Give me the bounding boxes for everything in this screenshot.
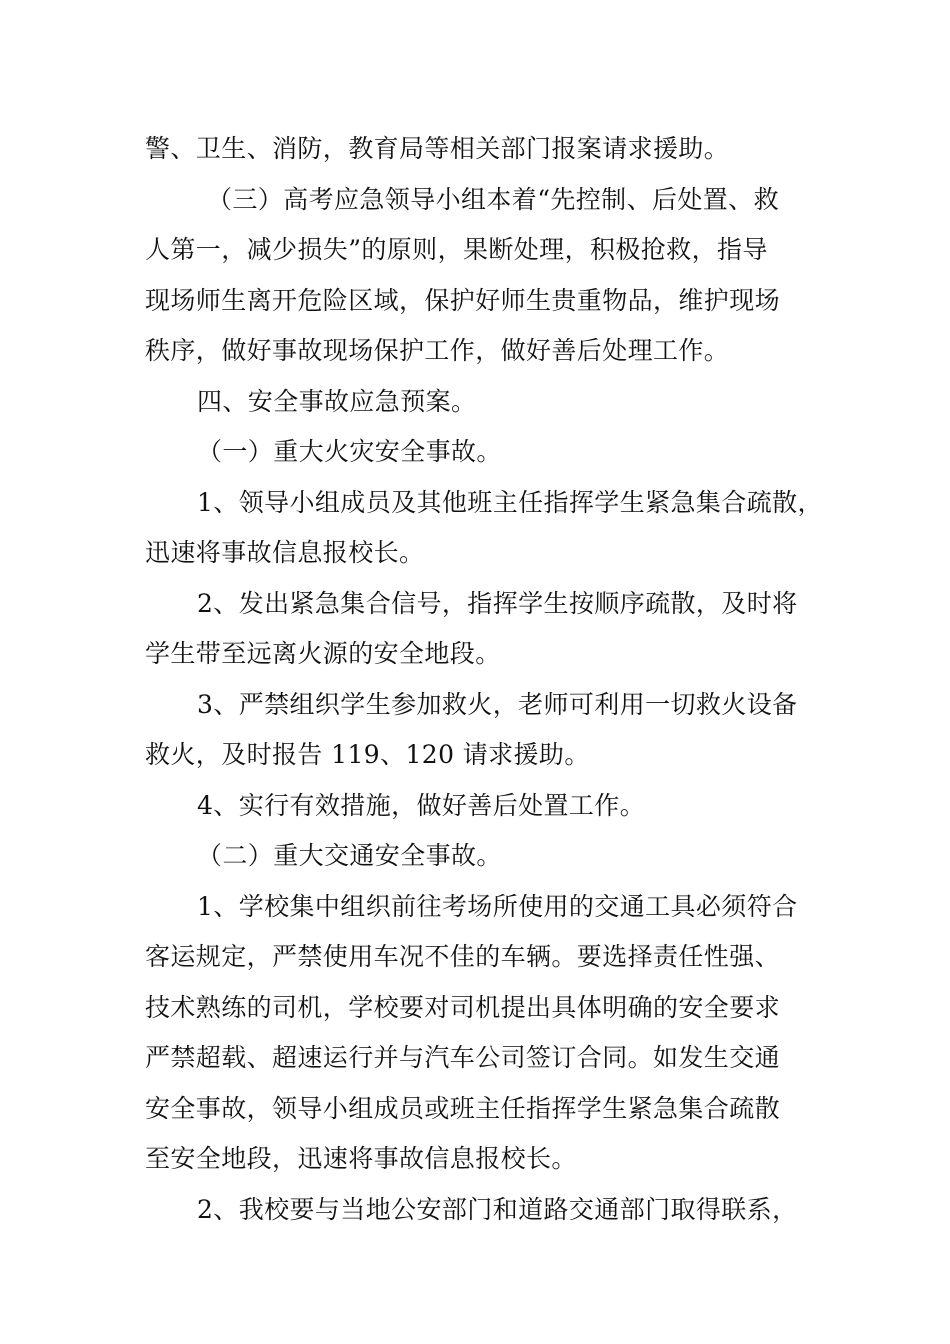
- text-line: 至安全地段，迅速将事故信息报校长。: [145, 1144, 577, 1173]
- section-heading-4: 四、安全事故应急预案。: [197, 386, 477, 416]
- text-line: 秩序，做好事故现场保护工作，做好善后处理工作。: [145, 336, 730, 365]
- text-line: 安全事故，领导小组成员或班主任指挥学生紧急集合疏散: [145, 1093, 781, 1123]
- text-line: 严禁超载、超速运行并与汽车公司签订合同。如发生交通: [145, 1043, 781, 1072]
- text-line: 迅速将事故信息报校长。: [145, 538, 425, 567]
- text-line: 现场师生离开危险区域，保护好师生贵重物品，维护现场: [145, 285, 781, 315]
- list-item-fire-4: 4、实行有效措施，做好善后处置工作。: [197, 790, 646, 820]
- list-item-traffic-1: 1、学校集中组织前往考场所使用的交通工具必须符合: [197, 891, 798, 921]
- text-line: 人第一，减少损失”的原则，果断处理，积极抢救，指导: [145, 235, 768, 264]
- subsection-heading-traffic: （二）重大交通安全事故。: [197, 841, 502, 870]
- text-line: 客运规定，严禁使用车况不佳的车辆。要选择责任性强、: [145, 942, 781, 971]
- paragraph-heading-3: （三）高考应急领导小组本着“先控制、后处置、救: [207, 184, 779, 214]
- subsection-heading-fire: （一）重大火灾安全事故。: [197, 437, 502, 466]
- list-item-fire-2: 2、发出紧急集合信号，指挥学生按顺序疏散，及时将: [197, 588, 798, 618]
- list-item-fire-3: 3、严禁组织学生参加救火，老师可利用一切救火设备: [197, 689, 798, 719]
- document-body: [145, 124, 825, 1235]
- text-line: 警、卫生、消防，教育局等相关部门报案请求援助。: [145, 134, 730, 163]
- list-item-fire-1: 1、领导小组成员及其他班主任指挥学生紧急集合疏散，: [197, 487, 823, 517]
- text-line: 学生带至远离火源的安全地段。: [145, 639, 501, 668]
- text-line: 技术熟练的司机，学校要对司机提出具体明确的安全要求: [145, 992, 781, 1022]
- list-item-traffic-2: 2、我校要与当地公安部门和道路交通部门取得联系，: [197, 1194, 798, 1224]
- text-line: 救火，及时报告 119、120 请求援助。: [145, 740, 590, 769]
